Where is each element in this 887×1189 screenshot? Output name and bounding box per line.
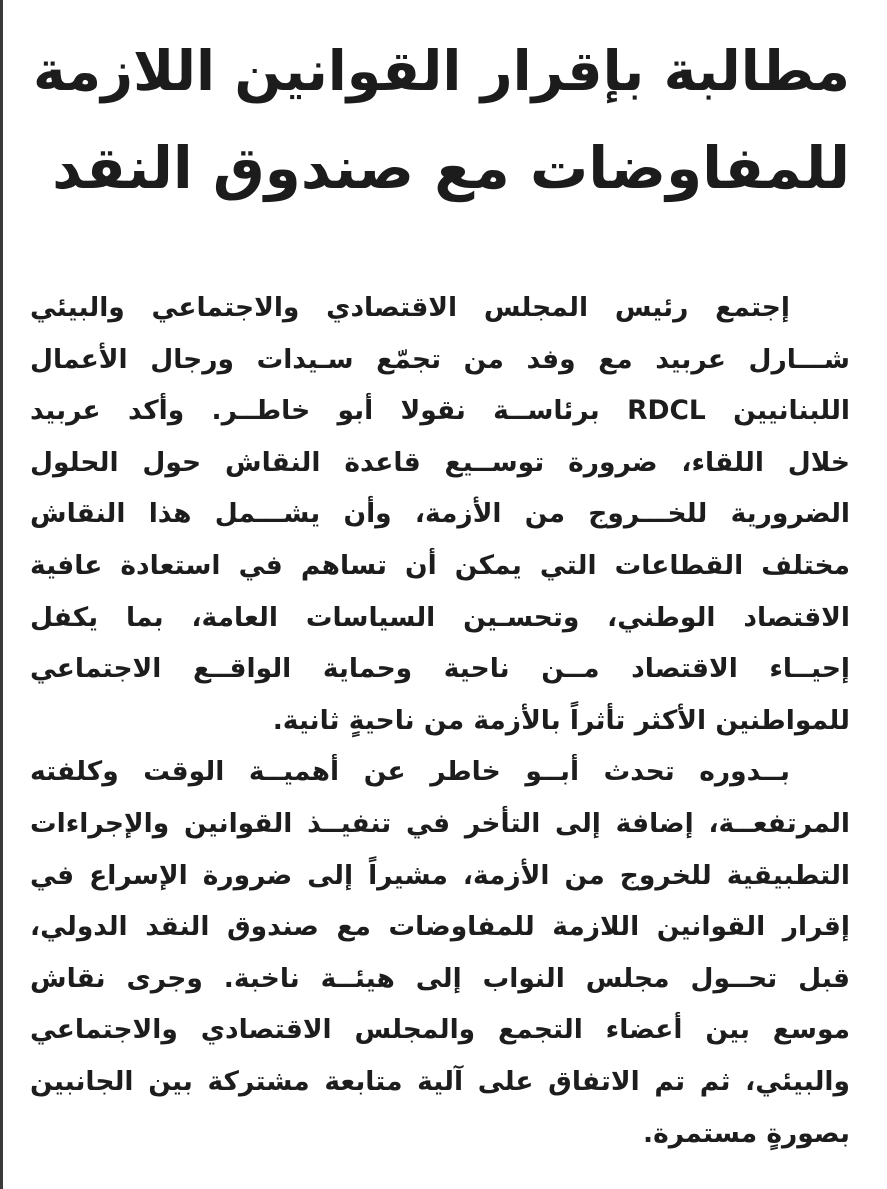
- body-line: إحيــاء الاقتصاد مــن ناحية وحماية الواقــع الاجتماعي: [30, 653, 850, 685]
- body-line: اللبنانيين RDCL برئاســة نقولا أبو خاطــر. وأكد عربيد: [30, 395, 850, 427]
- headline-line-2: للمفاوضات مع صندوق النقد: [52, 134, 850, 202]
- body-line: الضرورية للخـــروج من الأزمة، وأن يشـــمل هذا النقاش: [30, 498, 850, 530]
- body-line: مختلف القطاعات التي يمكن أن تساهم في استعادة عافية: [30, 549, 850, 581]
- body-line: للمواطنين الأكثر تأثراً بالأزمة من ناحيةٍ ثانية.: [272, 704, 850, 736]
- body-line: إقرار القوانين اللازمة للمفاوضات مع صندوق النقد الدولي،: [30, 911, 850, 943]
- paragraph-1: [30, 282, 850, 746]
- body-line: شـــارل عربيد مع وفد من تجمّع سـيدات ورجال الأعمال: [30, 343, 850, 375]
- body-line: بــدوره تحدث أبــو خاطر عن أهميــة الوقت وكلفته: [30, 756, 790, 788]
- paragraph-2: [30, 746, 850, 1159]
- headline-line-1: مطالبة بإقرار القوانين اللازمة: [33, 39, 850, 104]
- body-line: خلال اللقاء، ضرورة توســيع قاعدة النقاش حول الحلول: [30, 446, 850, 478]
- article-body: [30, 282, 850, 1159]
- body-line: المرتفعــة، إضافة إلى التأخر في تنفيــذ القوانين والإجراءات: [30, 807, 850, 839]
- body-line: قبل تحــول مجلس النواب إلى هيئــة ناخبة. وجرى نقاش: [30, 962, 850, 994]
- body-line: والبيئي، ثم تم الاتفاق على آلية متابعة مشتركة بين الجانبين: [30, 1065, 850, 1097]
- body-line: بصورةٍ مستمرة.: [643, 1117, 850, 1149]
- body-line: إجتمع رئيس المجلس الاقتصادي والاجتماعي والبيئي: [30, 292, 790, 323]
- article-headline: [30, 24, 850, 216]
- column-divider-line: [0, 0, 3, 1189]
- body-line: موسع بين أعضاء التجمع والمجلس الاقتصادي والاجتماعي: [30, 1014, 850, 1046]
- body-line: التطبيقية للخروج من الأزمة، مشيراً إلى ضرورة الإسراع في: [30, 859, 850, 891]
- news-article: [30, 24, 850, 1159]
- body-line: الاقتصاد الوطني، وتحسـين السياسات العامة، بما يكفل: [30, 601, 850, 633]
